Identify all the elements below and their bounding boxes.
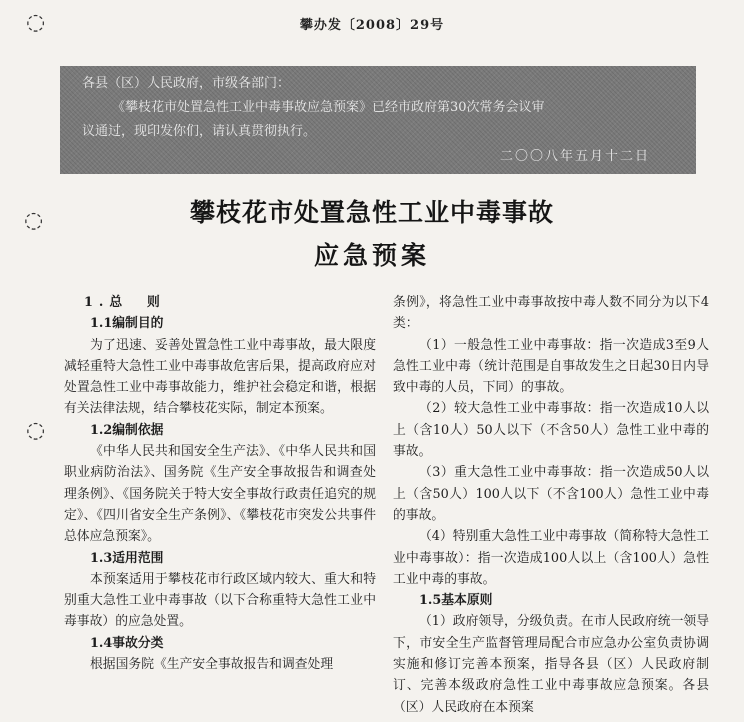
subsection-heading: 1.5基本原则 (419, 593, 493, 609)
paragraph: 《中华人民共和国安全生产法》、《中华人民共和国职业病防治法》、国务院《生产安全事故报告和调查处理条例》、《国务院关于特大安全事故行政责任追究的规定》、《四川省安全生产条例》、《攀枝花市突发公共事件总体应急预案》。 (64, 444, 376, 545)
document-number: 攀办发〔2008〕29号 (299, 18, 445, 33)
binding-hole-mark-icon: ◌ (24, 208, 44, 233)
subsection-heading: 1.2编制依据 (90, 422, 164, 438)
binding-hole-mark-icon: ◌ (26, 10, 46, 35)
left-text-column (64, 292, 376, 675)
right-text-column (393, 292, 709, 718)
list-item: （3）重大急性工业中毒事故：指一次造成50人以上（含50人）100人以下（不含100人）急性工业中毒的事故。 (393, 465, 709, 523)
paragraph: 为了迅速、妥善处置急性工业中毒事故，最大限度减轻重特大急性工业中毒事故危害后果，提高政府应对处置急性工业中毒事故能力，维护社会稳定和谐，根据有关法律法规，结合攀枝花实际，制定本预案。 (64, 337, 376, 417)
paragraph-continuation: 条例》，将急性工业中毒事故按中毒人数不同分为以下4类： (393, 295, 709, 332)
notice-date: 二〇〇八年五月十二日 (499, 149, 650, 164)
notice-body-line: 《攀枝花市处置急性工业中毒事故应急预案》已经市政府第30次常务会议审 (112, 100, 545, 115)
issuing-notice (60, 66, 696, 174)
paragraph: （1）政府领导，分级负责。在市人民政府统一领导下，市安全生产监督管理局配合市应急办公室负责协调实施和修订完善本预案，指导各县（区）人民政府制订、完善本级政府急性工业中毒事故应急预案。各县（区）人民政府在本预案 (393, 614, 709, 715)
subsection-heading: 1.3适用范围 (90, 550, 164, 566)
subsection-heading: 1.4事故分类 (90, 635, 164, 651)
subsection-heading: 1.1编制目的 (90, 316, 164, 332)
list-item: （4）特别重大急性工业中毒事故（简称特大急性工业中毒事故）：指一次造成100人以上（含100人）急性工业中毒的事故。 (393, 529, 709, 587)
document-title: 攀枝花市处置急性工业中毒事故 (189, 198, 554, 227)
document-subtitle: 应急预案 (313, 241, 430, 270)
section-heading: 1.总 则 (84, 295, 166, 310)
list-item: （2）较大急性工业中毒事故：指一次造成10人以上（含10人）50人以下（不含50人）急性工业中毒的事故。 (393, 401, 709, 460)
paragraph: 根据国务院《生产安全事故报告和调查处理 (90, 657, 334, 673)
notice-addressee: 各县（区）人民政府，市级各部门： (82, 76, 291, 91)
binding-hole-mark-icon: ◌ (26, 418, 46, 443)
notice-body-line: 议通过，现印发你们，请认真贯彻执行。 (82, 124, 317, 139)
paragraph: 本预案适用于攀枝花市行政区域内较大、重大和特别重大急性工业中毒事故（以下合称重特大急性工业中毒事故）的应急处置。 (64, 571, 376, 630)
list-item: （1）一般急性工业中毒事故：指一次造成3至9人急性工业中毒（统计范围是自事故发生之日起30日内导致中毒的人员，下同）的事故。 (393, 337, 709, 396)
